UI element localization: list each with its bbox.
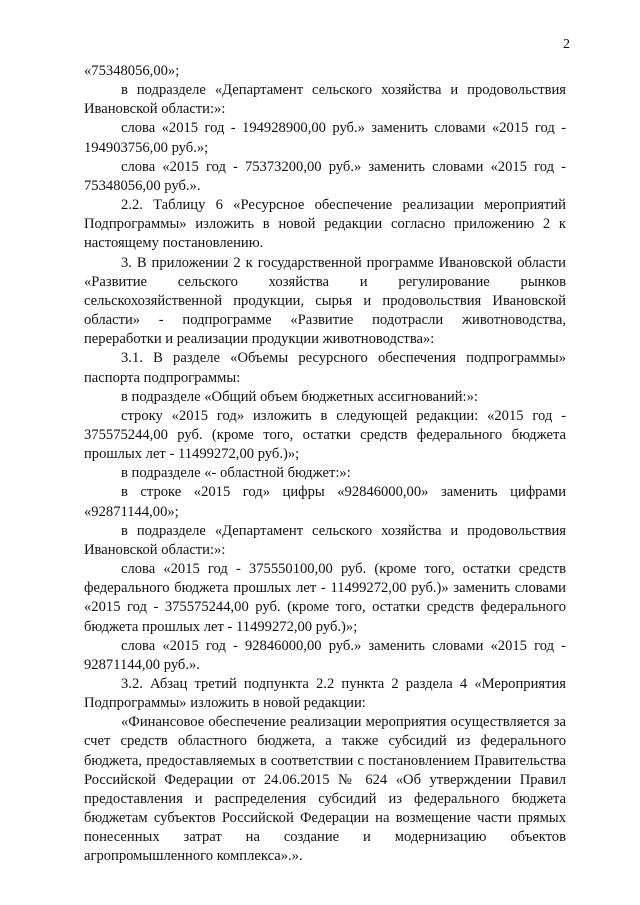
paragraph: 3.2. Абзац третий подпункта 2.2 пункта 2 раздела 4 «Мероприятия Подпрограммы» изложить в новой редакции: [84, 676, 566, 712]
paragraph: слова «2015 год - 194928900,00 руб.» заменить словами «2015 год - 194903756,00 руб.»; [84, 120, 566, 156]
paragraph: слова «2015 год - 92846000,00 руб.» заменить словами «2015 год - 92871144,00 руб.». [84, 637, 566, 673]
paragraph: в подразделе «- областной бюджет:»: [121, 465, 351, 482]
paragraph: «75348056,00»; [84, 63, 180, 79]
paragraph: 2.2. Таблицу 6 «Ресурсное обеспечение реализации мероприятий Подпрограммы» изложить в новой редакции согласно приложению 2 к настоящему постановлению. [84, 197, 566, 252]
paragraph: в строке «2015 год» цифры «92846000,00» заменить цифрами «92871144,00»; [84, 484, 566, 520]
paragraph: слова «2015 год - 75373200,00 руб.» заменить словами «2015 год - 75348056,00 руб.». [84, 158, 566, 194]
paragraph: 3. В приложении 2 к государственной программе Ивановской области «Развитие сельского хозяйства и регулирование рынков сельскохозяйственной продукции, сырья и продовольствия Ивановской области» - подпрограмме «Развитие подотрасли животноводства, переработки и реализации продукции животноводства»: [84, 254, 566, 348]
paragraph: в подразделе «Департамент сельского хозяйства и продовольствия Ивановской области:»: [84, 82, 566, 118]
paragraph: 3.1. В разделе «Объемы ресурсного обеспечения подпрограммы» паспорта подпрограммы: [84, 350, 566, 386]
paragraph: в подразделе «Департамент сельского хозяйства и продовольствия Ивановской области:»: [84, 522, 566, 558]
document-body [84, 62, 566, 867]
page-number: 2 [563, 37, 570, 52]
paragraph: слова «2015 год - 375550100,00 руб. (кроме того, остатки средств федерального бюджета прошлых лет - 11499272,00 руб.)» заменить словами «2015 год - 375575244,00 руб. (кроме того, остатки средств федерального бюджета прошлых лет - 11499272,00 руб.)»; [84, 561, 566, 635]
paragraph: строку «2015 год» изложить в следующей редакции: «2015 год - 375575244,00 руб. (кроме того, остатки средств федерального бюджета прошлых лет - 11499272,00 руб.)»; [84, 407, 566, 463]
paragraph: «Финансовое обеспечение реализации мероприятия осуществляется за счет средств областного бюджета, а также субсидий из федерального бюджета, предоставляемых в соответствии с постановлением Правительства Российской Федерации от 24.06.2015 № 624 «Об утверждении Правил предоставления и распределения субсидий из федерального бюджета бюджетам субъектов Российской Федерации на возмещение части прямых понесенных затрат на создание и модернизацию объектов агропромышленного комплекса».». [84, 714, 566, 865]
paragraph: в подразделе «Общий объем бюджетных ассигнований:»: [121, 388, 478, 405]
